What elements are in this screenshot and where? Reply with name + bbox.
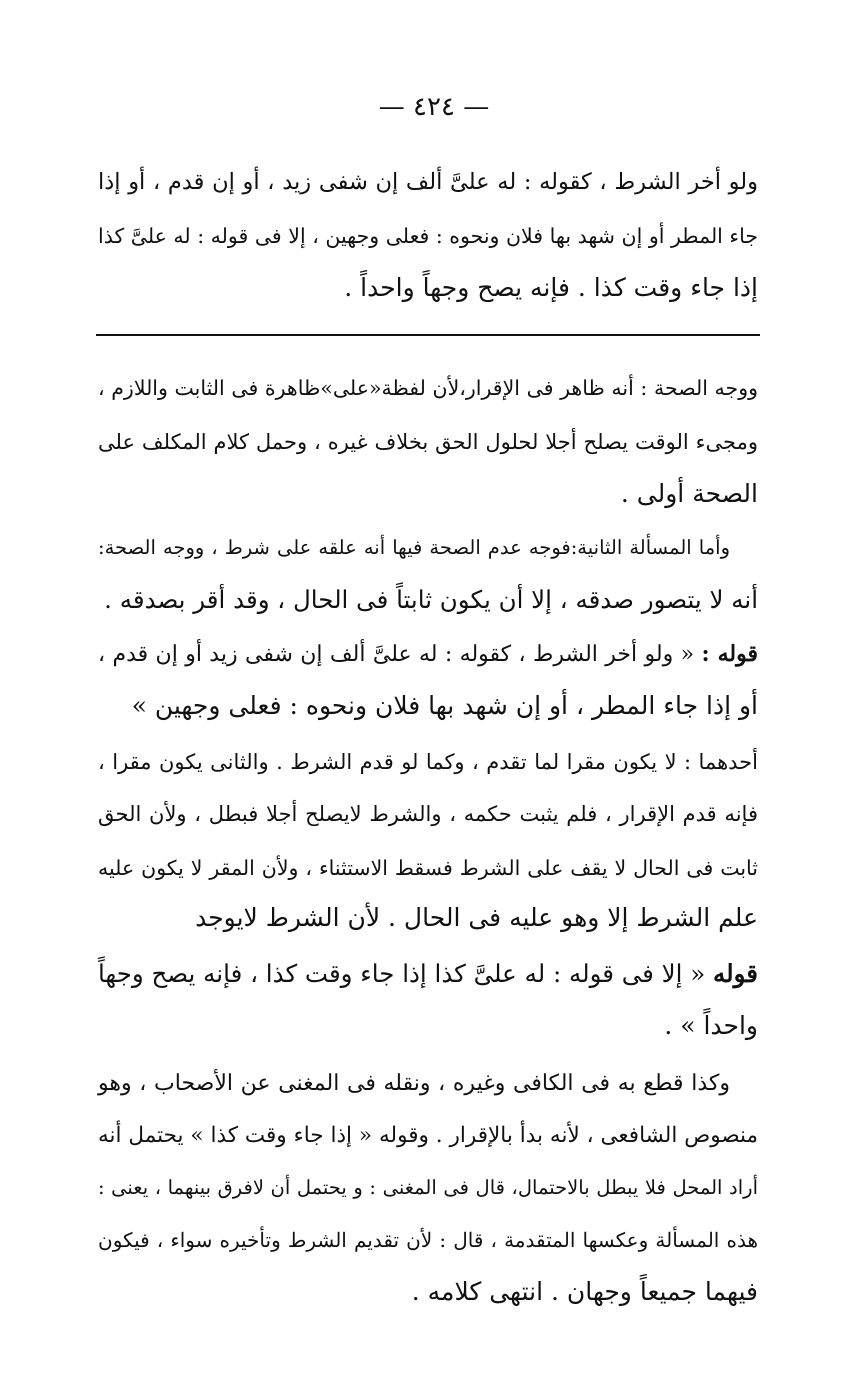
quote-text: « ولو أخر الشرط ، كقوله : له علىَّ ألف إن شفى زيد أو إن قدم ،	[98, 642, 695, 667]
commentary-line: وكذا قطع به فى الكافى وغيره ، ونقله فى المغنى عن الأصحاب ، وهو	[98, 1071, 730, 1096]
commentary-line: أراد المحل فلا يبطل بالاحتمال، قال فى المغنى : و يحتمل أن لافرق بينهما ، يعنى :	[98, 1176, 758, 1199]
commentary-quote-line	[98, 952, 758, 996]
quote-text: « إلا فى قوله : له علىَّ كذا إذا جاء وقت كذا ، فإنه يصح وجهاً	[97, 959, 706, 988]
main-text-line: ولو أخر الشرط ، كقوله : له علىَّ ألف إن شفى زيد ، أو إن قدم ، أو إذا	[98, 169, 758, 195]
commentary-line: أحدهما : لا يكون مقرا لما تقدم ، وكما لو قدم الشرط . والثانى يكون مقرا ،	[98, 750, 758, 774]
commentary-line: ووجه الصحة : أنه ظاهر فى الإقرار،لأن لفظة«على»ظاهرة فى الثابت واللازم ،	[98, 376, 758, 400]
commentary-quote-line	[98, 632, 758, 676]
page-number: — ٤٢٤ —	[378, 92, 490, 122]
commentary-line: علم الشرط إلا وهو عليه فى الحال . لأن الشرط لايوجد	[195, 903, 758, 932]
commentary-line: ومجىء الوقت يصلح أجلا لحلول الحق بخلاف غيره ، وحمل كلام المكلف على	[98, 430, 758, 454]
quote-heading: قوله	[713, 959, 758, 988]
divider-line	[96, 334, 760, 336]
commentary-line: هذه المسألة وعكسها المتقدمة ، قال : لأن تقديم الشرط وتأخيره سواء ، فيكون	[98, 1228, 758, 1252]
commentary-line: ثابت فى الحال لا يقف على الشرط فسقط الاستثناء ، ولأن المقر لا يكون عليه	[98, 856, 758, 880]
quote-heading: قوله :	[701, 641, 758, 667]
commentary-line: فيهما جميعاً وجهان . انتهى كلامه .	[411, 1277, 758, 1306]
commentary-line: واحداً » .	[664, 1011, 758, 1040]
commentary-line: أنه لا يتصور صدقه ، إلا أن يكون ثابتاً فى الحال ، وقد أقر بصدقه .	[104, 585, 758, 614]
main-text-line: جاء المطر أو إن شهد بها فلان ونحوه : فعلى وجهين ، إلا فى قوله : له علىَّ كذا	[98, 224, 758, 248]
commentary-line: منصوص الشافعى ، لأنه بدأ بالإقرار . وقوله « إذا جاء وقت كذا » يحتمل أنه	[98, 1123, 758, 1148]
main-text-line: إذا جاء وقت كذا . فإنه يصح وجهاً واحداً .	[344, 273, 758, 302]
commentary-line: الصحة أولى .	[620, 479, 758, 508]
commentary-line: أو إذا جاء المطر ، أو إن شهد بها فلان ونحوه : فعلى وجهين »	[131, 691, 758, 720]
commentary-line: وأما المسألة الثانية:فوجه عدم الصحة فيها أنه علقه على شرط ، ووجه الصحة:	[98, 536, 730, 559]
commentary-line: فإنه قدم الإقرار ، فلم يثبت حكمه ، والشرط لايصلح أجلا فبطل ، ولأن الحق	[98, 802, 758, 826]
